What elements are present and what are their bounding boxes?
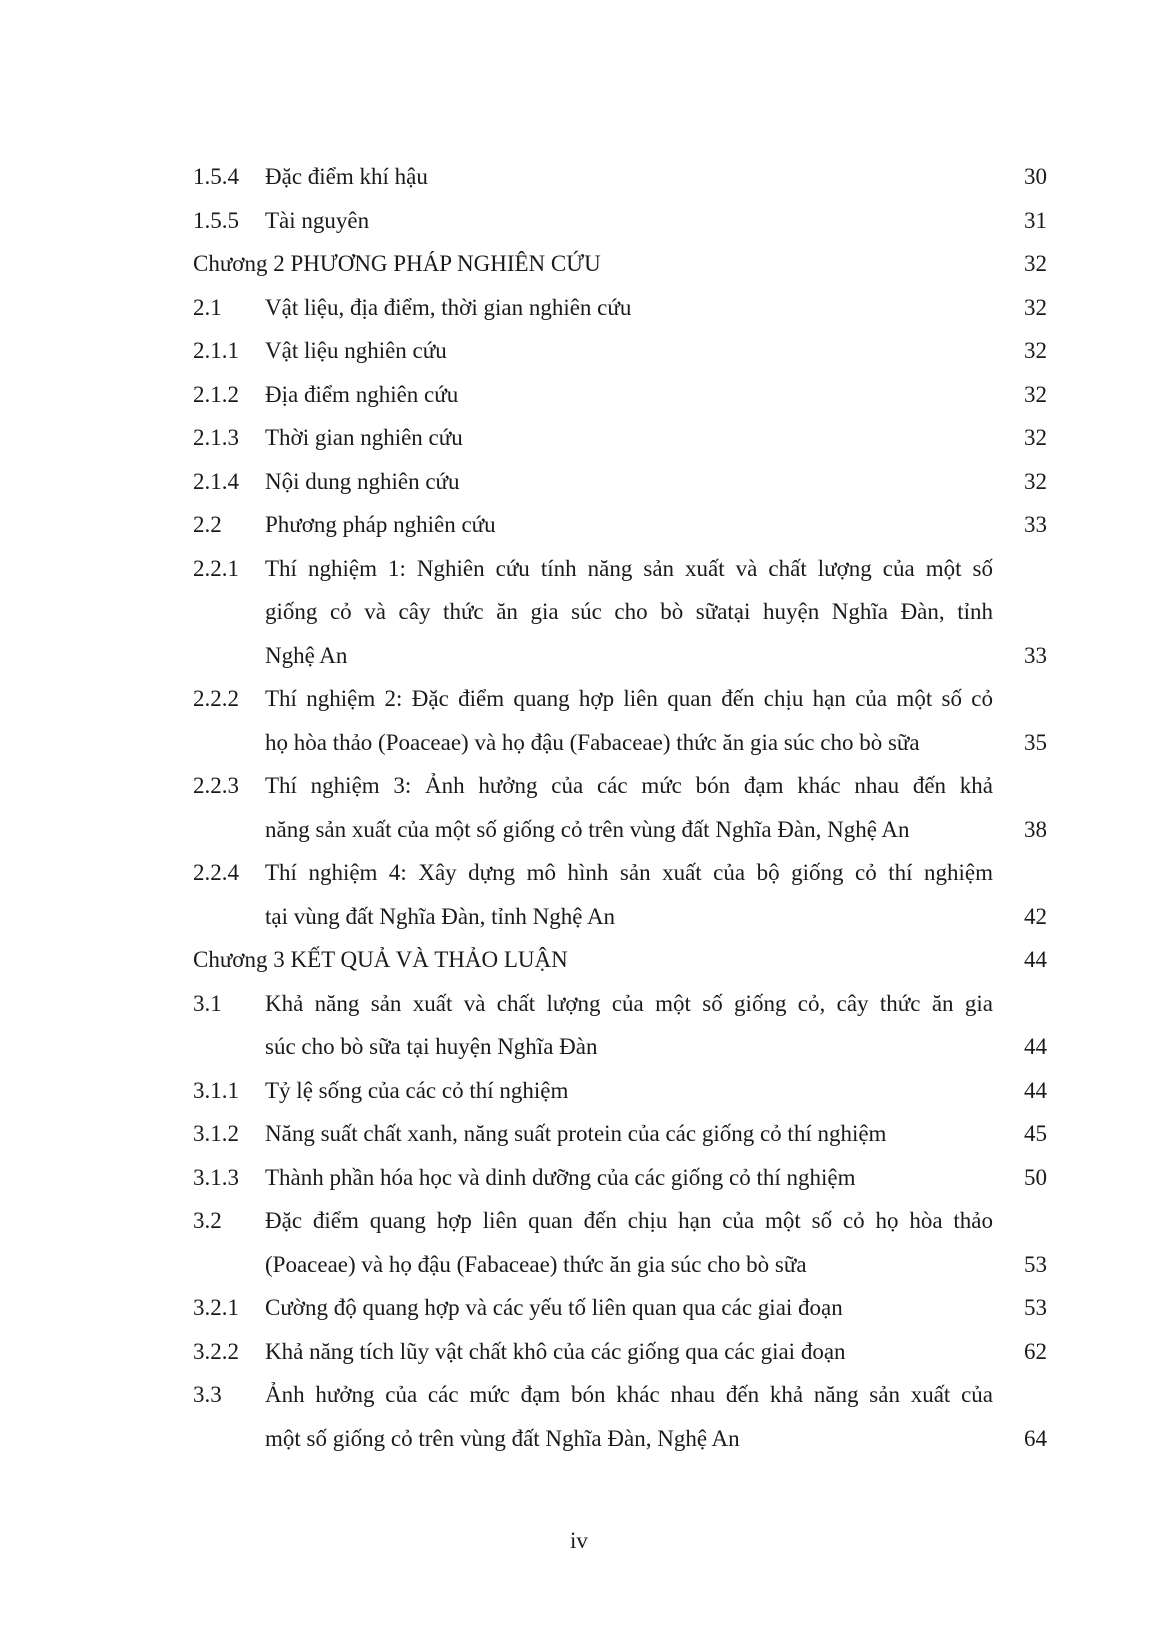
- toc-entry-line: [193, 721, 1047, 765]
- toc-section-number: 3.3: [193, 1382, 222, 1407]
- toc-page-number: 32: [1024, 425, 1047, 450]
- toc-page-number: 44: [1024, 947, 1047, 972]
- toc-entry[interactable]: [193, 851, 1047, 938]
- toc-section-number: 3.1.1: [193, 1077, 239, 1103]
- toc-page-number: 32: [1024, 251, 1047, 276]
- toc-entry[interactable]: [193, 503, 1047, 547]
- toc-section-title: Khả năng sản xuất và chất lượng của một số giống cỏ, cây thức ăn gia: [265, 990, 993, 1016]
- toc-section-title: Thí nghiệm 3: Ảnh hưởng của các mức bón đạm khác nhau đến khả: [265, 773, 993, 798]
- toc-entry-line: [193, 1243, 1047, 1287]
- toc-section-number: 2.1.2: [193, 381, 239, 407]
- toc-section-title: súc cho bò sữa tại huyện Nghĩa Đàn: [265, 1034, 598, 1059]
- toc-section-title: Thí nghiệm 4: Xây dựng mô hình sản xuất của bộ giống cỏ thí nghiệm: [265, 860, 993, 885]
- toc-section-number: 1.5.4: [193, 164, 239, 189]
- toc-section-title: Khả năng tích lũy vật chất khô của các giống qua các giai đoạn: [265, 1338, 846, 1364]
- toc-entry-line: [193, 1286, 1047, 1330]
- toc-entry-line: [193, 155, 1047, 199]
- toc-section-title: tại vùng đất Nghĩa Đàn, tỉnh Nghệ An: [265, 903, 616, 929]
- toc-section-number: 1.5.5: [193, 207, 239, 233]
- toc-page-number: 53: [1024, 1295, 1047, 1320]
- toc-entry-line: [193, 634, 1047, 678]
- toc-entry[interactable]: [193, 764, 1047, 851]
- toc-entry-line: [193, 764, 1047, 808]
- toc-entry-line: [193, 590, 1047, 634]
- toc-section-number: 3.1.3: [193, 1164, 239, 1190]
- toc-section-title: Phương pháp nghiên cứu: [265, 512, 496, 537]
- toc-section-number: 2.2.3: [193, 773, 239, 798]
- toc-page-number: 44: [1024, 1077, 1047, 1103]
- toc-section-title: một số giống cỏ trên vùng đất Nghĩa Đàn, Nghệ An: [265, 1425, 740, 1451]
- toc-section-number: 2.2.1: [193, 555, 239, 581]
- toc-section-title: Địa điểm nghiên cứu: [265, 381, 459, 407]
- toc-entry-line: [193, 1417, 1047, 1461]
- toc-chapter-title: Chương 3 KẾT QUẢ VÀ THẢO LUẬN: [193, 947, 568, 972]
- toc-entry-line: [193, 938, 1047, 982]
- toc-section-title: Năng suất chất xanh, năng suất protein của các giống cỏ thí nghiệm: [265, 1121, 887, 1146]
- toc-page-number: 50: [1024, 1164, 1047, 1190]
- toc-entry[interactable]: [193, 1199, 1047, 1286]
- toc-entry-line: [193, 1112, 1047, 1156]
- toc-entry[interactable]: [193, 1330, 1047, 1374]
- toc-section-number: 3.1: [193, 990, 222, 1016]
- toc-section-number: 3.2: [193, 1208, 222, 1233]
- toc-section-number: 3.2.2: [193, 1338, 239, 1364]
- toc-entry-line: [193, 416, 1047, 460]
- toc-section-title: Ảnh hưởng của các mức đạm bón khác nhau đến khả năng sản xuất của: [265, 1382, 993, 1407]
- toc-entry[interactable]: [193, 547, 1047, 678]
- toc-entry[interactable]: [193, 155, 1047, 199]
- toc-section-title: Vật liệu nghiên cứu: [265, 338, 447, 363]
- toc-entry[interactable]: [193, 329, 1047, 373]
- toc-section-title: Thời gian nghiên cứu: [265, 425, 463, 450]
- toc-section-title: Nghệ An: [265, 642, 348, 668]
- toc-entry[interactable]: [193, 1069, 1047, 1113]
- toc-entry-line: [193, 851, 1047, 895]
- toc-entry-line: [193, 1025, 1047, 1069]
- toc-entry[interactable]: [193, 1112, 1047, 1156]
- toc-entry-line: [193, 1156, 1047, 1200]
- toc-page-number: 53: [1024, 1251, 1047, 1277]
- toc-page-number: 32: [1024, 468, 1047, 494]
- toc-section-number: 3.2.1: [193, 1295, 239, 1320]
- toc-entry[interactable]: [193, 460, 1047, 504]
- toc-entry[interactable]: [193, 1286, 1047, 1330]
- toc-section-number: 2.1.4: [193, 468, 239, 494]
- toc-section-title: Thành phần hóa học và dinh dưỡng của các giống cỏ thí nghiệm: [265, 1164, 856, 1190]
- toc-section-number: 2.2.4: [193, 860, 239, 885]
- toc-page-number: 38: [1024, 816, 1047, 842]
- toc-section-title: Thí nghiệm 2: Đặc điểm quang hợp liên quan đến chịu hạn của một số cỏ: [265, 686, 993, 711]
- toc-entry-line: [193, 982, 1047, 1026]
- toc-page-number: 45: [1024, 1121, 1047, 1146]
- toc-page-number: 33: [1024, 512, 1047, 537]
- toc-section-number: 2.2.2: [193, 686, 239, 711]
- toc-entry-line: [193, 677, 1047, 721]
- toc-section-number: 2.1.1: [193, 338, 239, 363]
- toc-entry[interactable]: [193, 677, 1047, 764]
- toc-entry[interactable]: [193, 1373, 1047, 1460]
- toc-entry[interactable]: [193, 286, 1047, 330]
- toc-entry-line: [193, 1069, 1047, 1113]
- toc-page-number: 32: [1024, 294, 1047, 320]
- page-number-footer: iv: [570, 1528, 588, 1553]
- toc-section-title: Tỷ lệ sống của các cỏ thí nghiệm: [265, 1077, 569, 1103]
- toc-page-number: 64: [1024, 1425, 1047, 1451]
- toc-entry-line: [193, 373, 1047, 417]
- table-of-contents: [193, 155, 1047, 1460]
- toc-entry-line: [193, 286, 1047, 330]
- toc-page-number: 32: [1024, 338, 1047, 363]
- toc-section-title: Tài nguyên: [265, 207, 370, 233]
- toc-section-title: Cường độ quang hợp và các yếu tố liên quan qua các giai đoạn: [265, 1295, 843, 1320]
- toc-section-title: giống cỏ và cây thức ăn gia súc cho bò sữatại huyện Nghĩa Đàn, tỉnh: [265, 599, 993, 624]
- toc-section-title: họ hòa thảo (Poaceae) và họ đậu (Fabaceae) thức ăn gia súc cho bò sữa: [265, 729, 920, 755]
- toc-section-title: Đặc điểm khí hậu: [265, 164, 428, 189]
- toc-page-number: 30: [1024, 164, 1047, 189]
- toc-page-number: 35: [1024, 729, 1047, 755]
- toc-section-title: Thí nghiệm 1: Nghiên cứu tính năng sản xuất và chất lượng của một số: [265, 555, 993, 581]
- toc-entry[interactable]: [193, 373, 1047, 417]
- toc-page-number: 44: [1024, 1034, 1047, 1059]
- toc-section-title: năng sản xuất của một số giống cỏ trên vùng đất Nghĩa Đàn, Nghệ An: [265, 816, 910, 842]
- toc-page-number: 32: [1024, 381, 1047, 407]
- toc-section-number: 2.1.3: [193, 425, 239, 450]
- toc-chapter-entry[interactable]: [193, 242, 1047, 286]
- toc-entry[interactable]: [193, 416, 1047, 460]
- toc-entry[interactable]: [193, 199, 1047, 243]
- toc-entry-line: [193, 503, 1047, 547]
- toc-section-number: 2.2: [193, 512, 222, 537]
- toc-page-number: 31: [1024, 207, 1047, 233]
- toc-entry-line: [193, 808, 1047, 852]
- toc-section-number: 2.1: [193, 294, 222, 320]
- toc-page-number: 33: [1024, 642, 1047, 668]
- toc-section-title: Nội dung nghiên cứu: [265, 468, 460, 494]
- toc-entry-line: [193, 1373, 1047, 1417]
- toc-entry-line: [193, 242, 1047, 286]
- toc-entry-line: [193, 1199, 1047, 1243]
- toc-section-number: 3.1.2: [193, 1121, 239, 1146]
- toc-section-title: Vật liệu, địa điểm, thời gian nghiên cứu: [265, 294, 632, 320]
- toc-page-number: 62: [1024, 1338, 1047, 1364]
- toc-entry[interactable]: [193, 982, 1047, 1069]
- toc-entry-line: [193, 1330, 1047, 1374]
- toc-section-title: Đặc điểm quang hợp liên quan đến chịu hạn của một số cỏ họ hòa thảo: [265, 1208, 993, 1233]
- toc-section-title: (Poaceae) và họ đậu (Fabaceae) thức ăn gia súc cho bò sữa: [265, 1251, 807, 1277]
- toc-entry-line: [193, 329, 1047, 373]
- toc-chapter-title: Chương 2 PHƯƠNG PHÁP NGHIÊN CỨU: [193, 251, 601, 276]
- toc-entry-line: [193, 895, 1047, 939]
- toc-page-number: 42: [1024, 903, 1047, 929]
- toc-entry-line: [193, 460, 1047, 504]
- toc-entry-line: [193, 199, 1047, 243]
- toc-chapter-entry[interactable]: [193, 938, 1047, 982]
- toc-entry[interactable]: [193, 1156, 1047, 1200]
- toc-entry-line: [193, 547, 1047, 591]
